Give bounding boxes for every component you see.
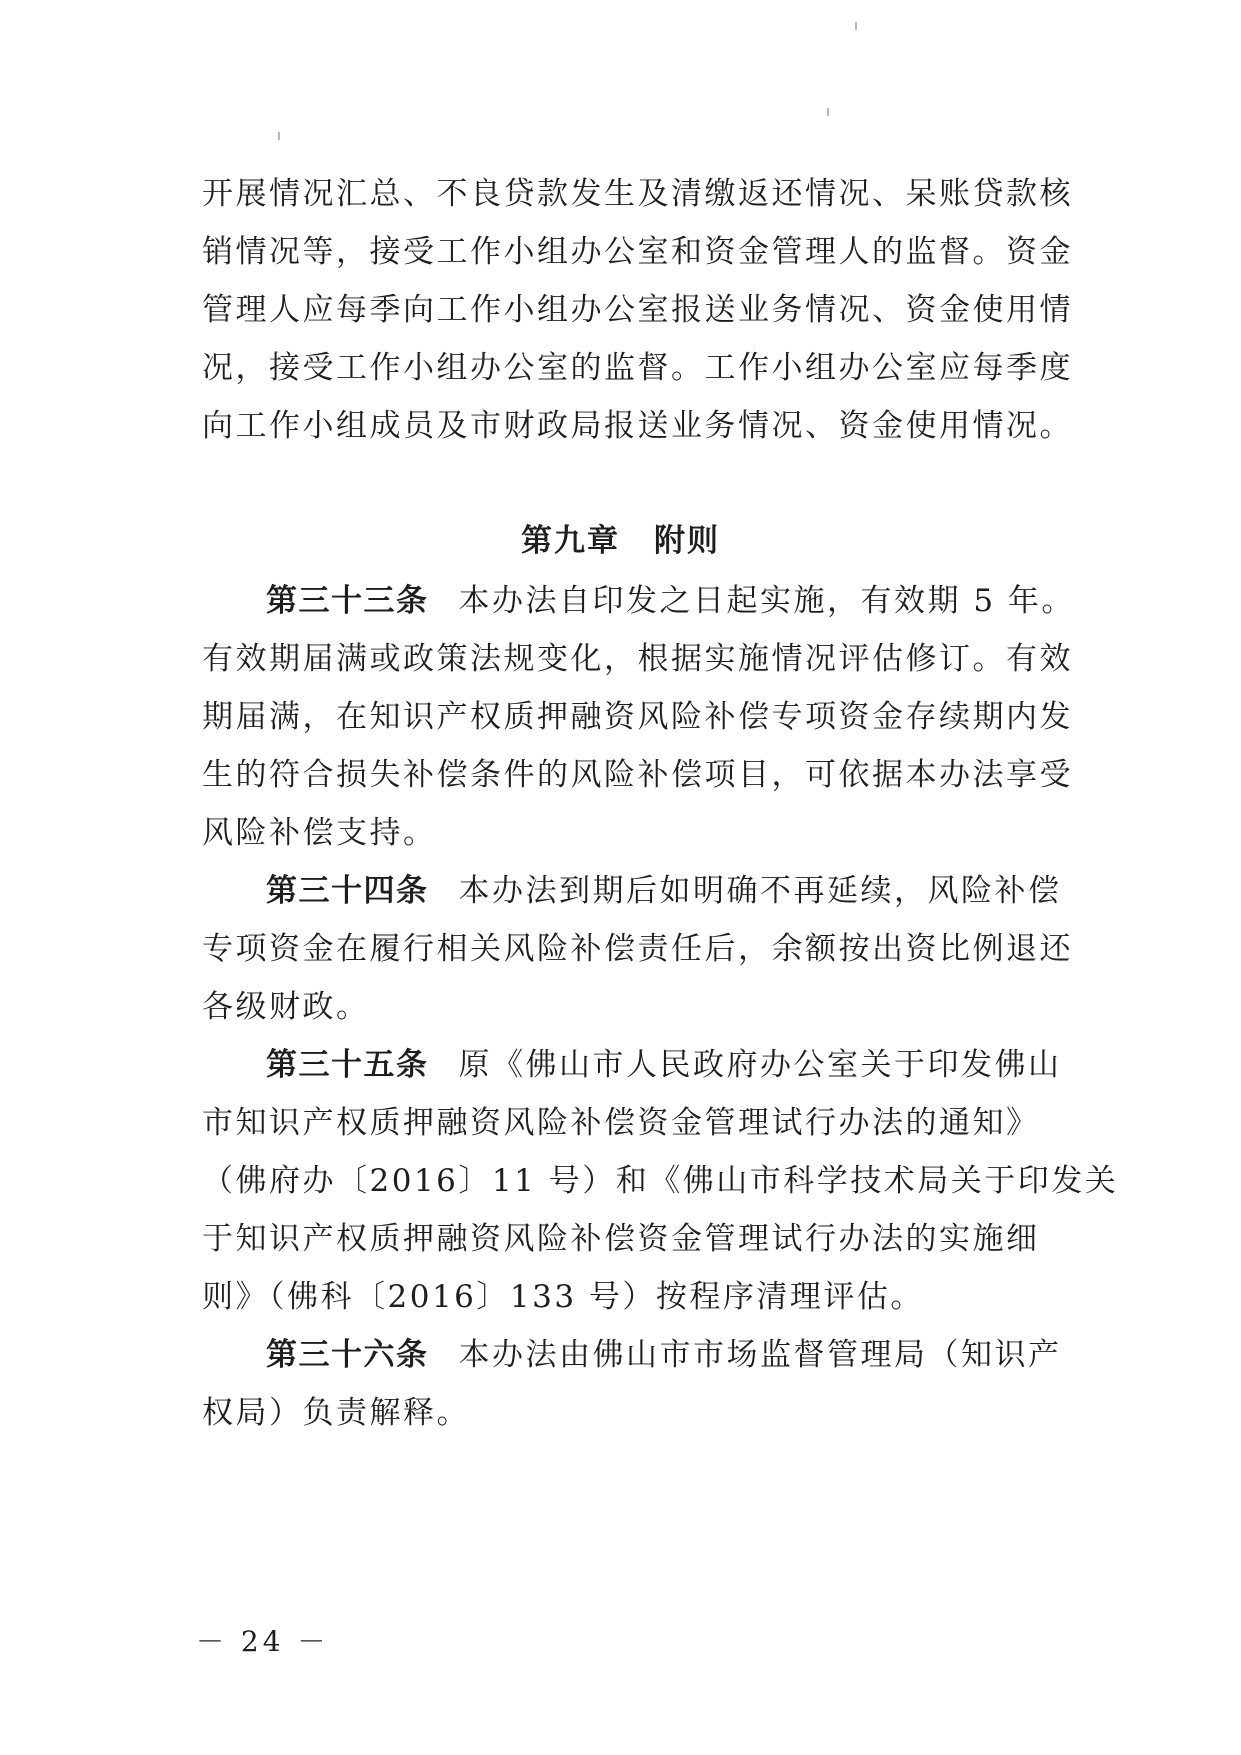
article-36-text: 本办法由佛山市市场监督管理局（知识产 xyxy=(458,1337,1062,1373)
article-35-first-line xyxy=(202,1036,1064,1094)
continuation-paragraph xyxy=(202,165,1073,455)
article-33-text: 本办法自印发之日起实施，有效期 5 年。 xyxy=(458,583,1075,619)
scan-speck xyxy=(855,22,857,30)
article-33-line: 期届满，在知识产权质押融资风险补偿专项资金存续期内发 xyxy=(202,699,1073,735)
paragraph-line: 向工作小组成员及市财政局报送业务情况、资金使用情况。 xyxy=(202,408,1073,444)
article-34-text: 本办法到期后如明确不再延续，风险补偿 xyxy=(458,873,1062,909)
article-33-line: 生的符合损失补偿条件的风险补偿项目，可依据本办法享受 xyxy=(202,757,1073,793)
articles-section xyxy=(202,572,1119,1442)
article-33-line: 有效期届满或政策法规变化，根据实施情况评估修订。有效 xyxy=(202,641,1073,677)
article-36-title: 第三十六条 xyxy=(266,1337,429,1373)
chapter-name: 附则 xyxy=(654,523,720,559)
article-34-line: 各级财政。 xyxy=(202,989,370,1025)
article-33-first-line xyxy=(202,572,1075,630)
page-number: － 24 － xyxy=(196,1625,330,1658)
paragraph-line: 销情况等，接受工作小组办公室和资金管理人的监督。资金 xyxy=(202,234,1073,270)
article-35-line: 市知识产权质押融资风险补偿资金管理试行办法的通知》 xyxy=(202,1105,1040,1141)
article-35-line: 则》（佛科〔2016〕133 号）按程序清理评估。 xyxy=(202,1279,924,1315)
article-33-line: 风险补偿支持。 xyxy=(202,815,437,851)
article-35-line: 于知识产权质押融资风险补偿资金管理试行办法的实施细 xyxy=(202,1221,1040,1257)
article-34-first-line xyxy=(202,862,1064,920)
article-34-line: 专项资金在履行相关风险补偿责任后，余额按出资比例退还 xyxy=(202,931,1073,967)
article-34-title: 第三十四条 xyxy=(266,873,429,909)
article-33-title: 第三十三条 xyxy=(266,583,429,619)
paragraph-line: 况，接受工作小组办公室的监督。工作小组办公室应每季度 xyxy=(202,350,1073,386)
chapter-number: 第九章 xyxy=(521,523,620,559)
paragraph-line: 管理人应每季向工作小组办公室报送业务情况、资金使用情 xyxy=(202,292,1073,328)
article-35-text: 原《佛山市人民政府办公室关于印发佛山 xyxy=(458,1047,1062,1083)
scan-speck xyxy=(278,132,280,140)
scan-speck xyxy=(827,108,829,116)
article-36-line: 权局）负责解释。 xyxy=(202,1395,470,1431)
paragraph-line: 开展情况汇总、不良贷款发生及清缴返还情况、呆账贷款核 xyxy=(202,176,1073,212)
article-35-title: 第三十五条 xyxy=(266,1047,429,1083)
chapter-heading xyxy=(0,512,1241,570)
article-36-first-line xyxy=(202,1326,1064,1384)
article-35-line: （佛府办〔2016〕11 号）和《佛山市科学技术局关于印发关 xyxy=(202,1163,1119,1199)
